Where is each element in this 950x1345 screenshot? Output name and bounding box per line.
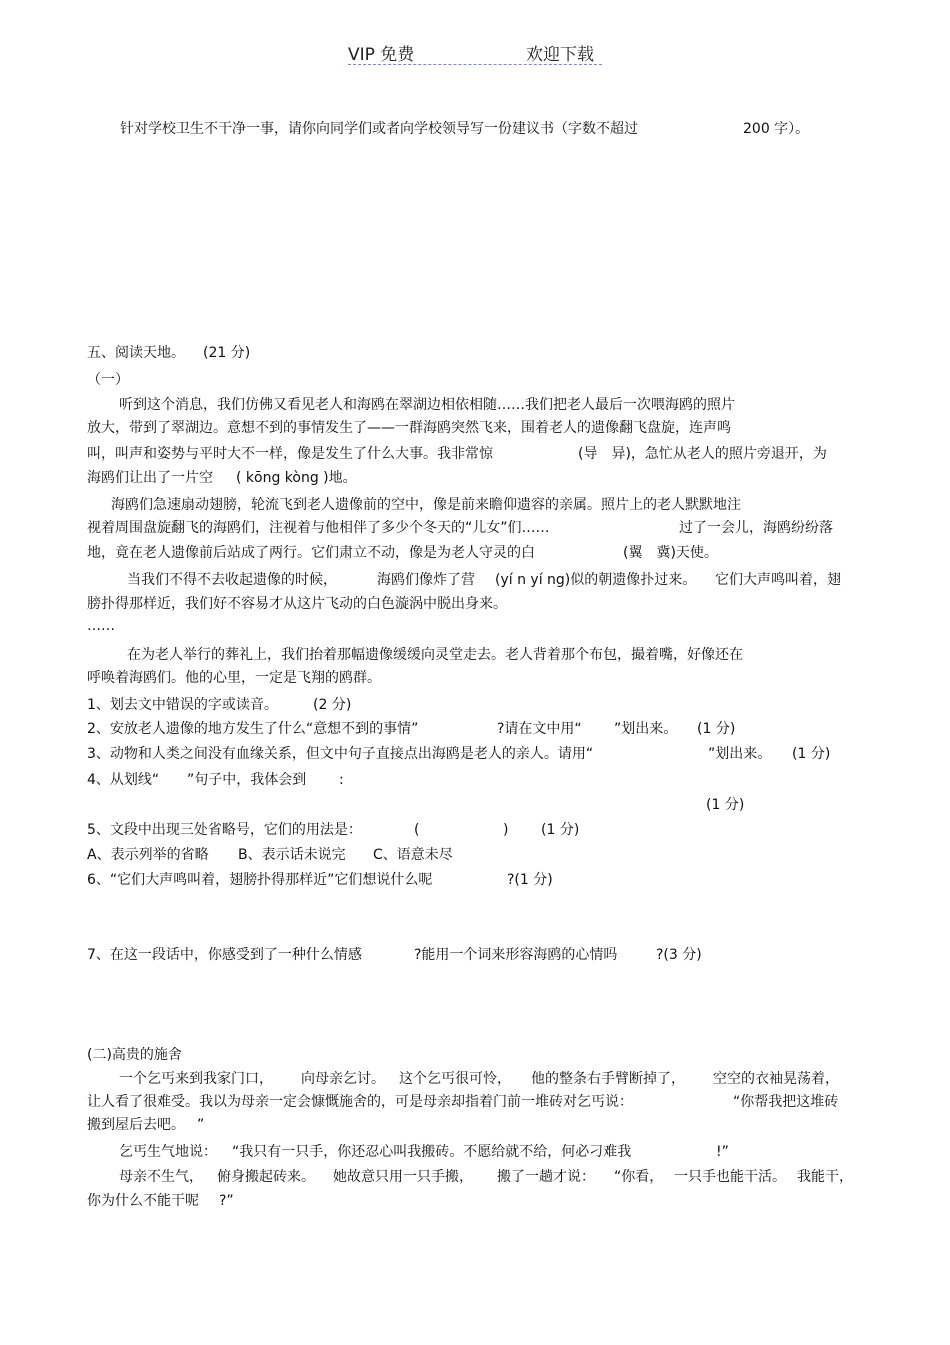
text-line: C、语意未尽 — [373, 847, 453, 863]
text-line: 膀扑得那样近，我们好不容易才从这片飞动的白色漩涡中脱出身来。 — [87, 596, 507, 612]
text-line: (导 异)，急忙从老人的照片旁退开，为 — [578, 446, 827, 462]
text-line: B、表示话未说完 — [238, 847, 346, 863]
text-line: ) — [503, 822, 509, 838]
text-line: 这个乞丐很可怜， — [399, 1071, 511, 1087]
text-line: 听到这个消息，我们仿佛又看见老人和海鸥在翠湖边相依相随……我们把老人最后一次喂海鸥的照片 — [119, 397, 735, 413]
text-line: (yí n yí ng)似的朝遗像扑过来。 — [495, 572, 697, 588]
text-line: 让人看了很难受。我以为母亲一定会慷慨施舍的，可是母亲却指着门前一堆砖对乞丐说： — [87, 1094, 633, 1110]
header-underline — [348, 64, 602, 65]
text-line: 3、动物和人类之间没有血缘关系，但文中句子直接点出海鸥是老人的亲人。请用“ — [87, 746, 594, 762]
text-line: 叫，叫声和姿势与平时大不一样，像是发生了什么大事。我非常惊 — [87, 446, 493, 462]
text-line: ”句子中，我体会到 — [187, 772, 307, 788]
text-line: (1 分) — [541, 822, 580, 838]
text-line: 放大，带到了翠湖边。意想不到的事情发生了——一群海鸥突然飞来，围着老人的遗像翻飞盘旋，连声鸣 — [87, 420, 731, 436]
text-line: !” — [716, 1144, 729, 1160]
text-line: 搬了一趟才说： — [497, 1169, 595, 1185]
text-line: 母亲不生气， — [119, 1169, 203, 1185]
text-line: 他的整条右手臂断掉了， — [531, 1071, 685, 1087]
text-line: ?能用一个词来形容海鸥的心情吗 — [414, 947, 618, 963]
text-line: 6、“它们大声鸣叫着，翅膀扑得那样近”它们想说什么呢 — [87, 872, 433, 888]
text-line: 一个乞丐来到我家门口， — [119, 1071, 273, 1087]
text-line: 我能干， — [797, 1169, 853, 1185]
text-line: 海鸥们像炸了营 — [377, 572, 475, 588]
text-line: 视着周围盘旋翻飞的海鸥们，注视着与他相伴了多少个冬天的“儿女”们…… — [87, 520, 550, 536]
text-line: 200 字）。 — [743, 121, 810, 137]
header-right: 欢迎下载 — [526, 45, 594, 65]
text-line: 你为什么不能干呢 — [87, 1193, 199, 1209]
text-line: 一只手也能干活。 — [674, 1169, 786, 1185]
text-line: 1、划去文中错误的字或读音。 — [87, 697, 278, 713]
text-line: 在为老人举行的葬礼上，我们抬着那幅遗像缓缓向灵堂走去。老人背着那个布包，撮着嘴，好像还在 — [127, 647, 743, 663]
text-line: 搬到屋后去吧。 — [87, 1117, 185, 1133]
text-line: 她故意只用一只手搬， — [333, 1169, 473, 1185]
text-line: (二)高贵的施舍 — [87, 1047, 182, 1063]
text-line: 海鸥们让出了一片空 — [87, 470, 213, 486]
text-line: （一） — [87, 372, 129, 388]
text-line: ?(3 分) — [656, 947, 702, 963]
text-line: 它们大声鸣叫着，翅 — [715, 572, 841, 588]
text-line: (21 分) — [203, 345, 251, 361]
text-line: ” — [197, 1117, 205, 1133]
text-line: 俯身搬起砖来。 — [217, 1169, 315, 1185]
text-line: (2 分) — [313, 697, 352, 713]
text-line: 7、在这一段话中，你感受到了一种什么情感 — [87, 947, 362, 963]
text-line: 空空的衣袖晃荡着， — [713, 1071, 839, 1087]
text-line: ”划出来。 — [708, 746, 772, 762]
text-line: 2、安放老人遗像的地方发生了什么“意想不到的事情” — [87, 721, 419, 737]
text-line: 向母亲乞讨。 — [301, 1071, 385, 1087]
text-line: (1 分) — [697, 721, 736, 737]
text-line: 海鸥们急速扇动翅膀，轮流飞到老人遗像前的空中，像是前来瞻仰遗容的亲属。照片上的老人默默地注 — [111, 497, 741, 513]
text-line: (翼 冀)天使。 — [623, 545, 718, 561]
text-line: ?” — [219, 1193, 234, 1209]
header-left: VIP 免费 — [348, 45, 415, 65]
text-line: 地，竟在老人遗像前后站成了两行。它们肃立不动，像是为老人守灵的白 — [87, 545, 535, 561]
text-line: ”划出来。 — [614, 721, 678, 737]
text-line: ?(1 分) — [507, 872, 553, 888]
text-line: (1 分) — [792, 746, 831, 762]
text-line: ?请在文中用“ — [497, 721, 582, 737]
text-line: : — [339, 772, 344, 788]
text-line: 五、阅读天地。 — [87, 345, 185, 361]
text-line: …… — [87, 618, 115, 634]
text-line: ( kōng kòng )地。 — [236, 470, 357, 486]
text-line: “你看， — [614, 1169, 664, 1185]
text-line: 乞丐生气地说： — [119, 1144, 217, 1160]
text-line: A、表示列举的省略 — [87, 847, 209, 863]
text-line: “我只有一只手，你还忍心叫我搬砖。不愿给就不给，何必刁难我 — [232, 1144, 632, 1160]
text-line: (1 分) — [706, 797, 745, 813]
text-line: ( — [414, 822, 420, 838]
text-line: “你帮我把这堆砖 — [733, 1094, 839, 1110]
text-line: 4、从划线“ — [87, 772, 160, 788]
text-line: 过了一会儿，海鸥纷纷落 — [679, 520, 833, 536]
text-line: 针对学校卫生不干净一事，请你向同学们或者向学校领导写一份建议书（字数不超过 — [120, 121, 638, 137]
text-line: 当我们不得不去收起遗像的时候， — [127, 572, 337, 588]
text-line: 5、文段中出现三处省略号，它们的用法是： — [87, 822, 362, 838]
text-line: 呼唤着海鸥们。他的心里，一定是飞翔的鸥群。 — [87, 670, 381, 686]
